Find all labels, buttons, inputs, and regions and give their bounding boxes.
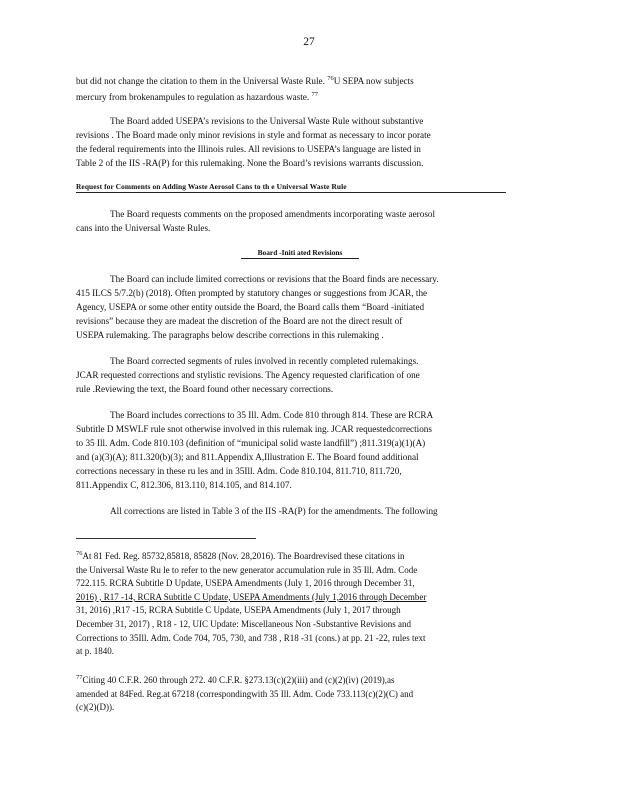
text-line: The Board includes corrections to 35 Ill. Adm. Code 810 through 814. These are RCRA [110,410,434,420]
text-line: at p. 1840. [76,646,114,657]
text-line: cans into the Universal Waste Rules. [76,223,211,233]
paragraph-board-can-include [76,272,534,342]
text-segment: U SEPA now subjects [333,76,414,86]
text-segment: Citing 40 C.F.R. 260 through 272. 40 C.F.R. §273.13(c)(2)(iii) and (c)(2)(iv) (2019),as [82,675,395,685]
text-line: amended at 84Fed. Reg.at 67218 (correspondingwith 35 Ill. Adm. Code 733.113(c)(2)(C) and [76,688,414,699]
text-line: The Board can include limited corrections or revisions that the Board finds are necessary. [110,274,439,284]
text-line: JCAR requested corrections and stylistic revisions. The Agency requested clarification of one [76,370,420,380]
paragraph-usepa-revisions [76,114,534,170]
text-line: 811.Appendix C, 812.306, 813.110, 814.105, and 814.107. [76,480,292,490]
paragraph-continuation [76,72,534,104]
text-line [76,72,534,88]
paragraph-board-includes [76,408,534,492]
text-line: revisions . The Board made only minor revisions in style and format as necessary to incor porate [76,130,431,140]
text-line [76,88,534,104]
footnote-separator [76,538,256,539]
paragraph-request-comments [76,207,534,235]
text-line: The Board added USEPA’s revisions to the Universal Waste Rule without substantive [110,116,424,126]
section-heading-board-initiated: Board -Initi ated Revisions [241,248,359,259]
footnote-ref-77: 77 [311,91,318,98]
text-segment: but did not change the citation to them in the Universal Waste Rule. [76,76,325,86]
text-line: 31, 2016) ,R17 -15, RCRA Subtitle C Update, USEPA Amendments (July 1, 2017 through [76,605,401,616]
footnote-77 [76,671,534,715]
paragraph-board-corrected [76,354,534,396]
footnote-mark: 76 [76,550,83,557]
text-line: 722.115. RCRA Subtitle D Update, USEPA Amendments (July 1, 2016 through December 31, [76,578,415,589]
text-line [76,547,534,564]
text-line: corrections necessary in these ru les and in 35Ill. Adm. Code 810.104, 811.710, 811.720, [76,466,402,476]
page-number: 27 [303,36,315,48]
text-line: 2016) , R17 -14, RCRA Subtitle C Update, USEPA Amendments (July 1,2016 through December [76,591,427,602]
footnote-mark: 77 [76,674,83,681]
text-line: USEPA rulemaking. The paragraphs below describe corrections in this rulemaking . [76,330,384,340]
text-line: (c)(2)(D)). [76,702,115,713]
text-line: rule .Reviewing the text, the Board found other necessary corrections. [76,384,334,394]
text-line: Agency, USEPA or some other entity outside the Board, the Board calls them “Board -initiated [76,302,425,312]
text-line: The Board requests comments on the proposed amendments incorporating waste aerosol [110,209,436,219]
text-segment: mercury from brokenampules to regulation as hazardous waste. [76,92,310,102]
text-line: and (a)(3)(A); 811.320(b)(3); and 811.Appendix A,Illustration E. The Board found additional [76,452,419,462]
text-line: the federal requirements into the Illinois rules. All revisions to USEPA’s language are listed in [76,144,421,154]
text-line: the Universal Waste Ru le to refer to the new generator accumulation rule in 35 Ill. Adm. Code [76,564,418,575]
text-line: All corrections are listed in Table 3 of the IIS -RA(P) for the amendments. The following [110,506,438,516]
text-line: 415 ILCS 5/7.2(b) (2018). Often prompted by statutory changes or suggestions from JCAR, the [76,288,428,298]
text-line: to 35 Ill. Adm. Code 810.103 (definition of “municipal solid waste landfill”) ;811.319(a)(1)(A) [76,438,426,448]
text-line: revisions” because they are madeat the discretion of the Board are not the direct result of [76,316,403,326]
text-line: Corrections to 35Ill. Adm. Code 704, 705, 730, and 738 , R18 -31 (cons.) at pp. 21 -22, rules text [76,632,426,643]
footnote-76 [76,547,534,659]
text-line: December 31, 2017) , R18 - 12, UIC Update: Miscellaneous Non -Substantive Revisions and [76,618,411,629]
footnote-ref-76: 76 [327,75,334,82]
text-line: Subtitle D MSWLF rule snot otherwise involved in this rulemak ing. JCAR requestedcorrections [76,424,432,434]
text-line: Table 2 of the IIS -RA(P) for this rulemaking. None the Board’s revisions warrants discussion. [76,158,424,168]
text-line: The Board corrected segments of rules involved in recently completed rulemakings. [110,356,419,366]
text-line [76,671,534,688]
text-segment: At 81 Fed. Reg. 85732,85818, 85828 (Nov. 28,2016). The Boardrevised these citations in [82,551,405,561]
section-heading-aerosol-cans: Request for Comments on Adding Waste Aerosol Cans to th e Universal Waste Rule [76,182,506,193]
paragraph-all-corrections [76,504,534,518]
